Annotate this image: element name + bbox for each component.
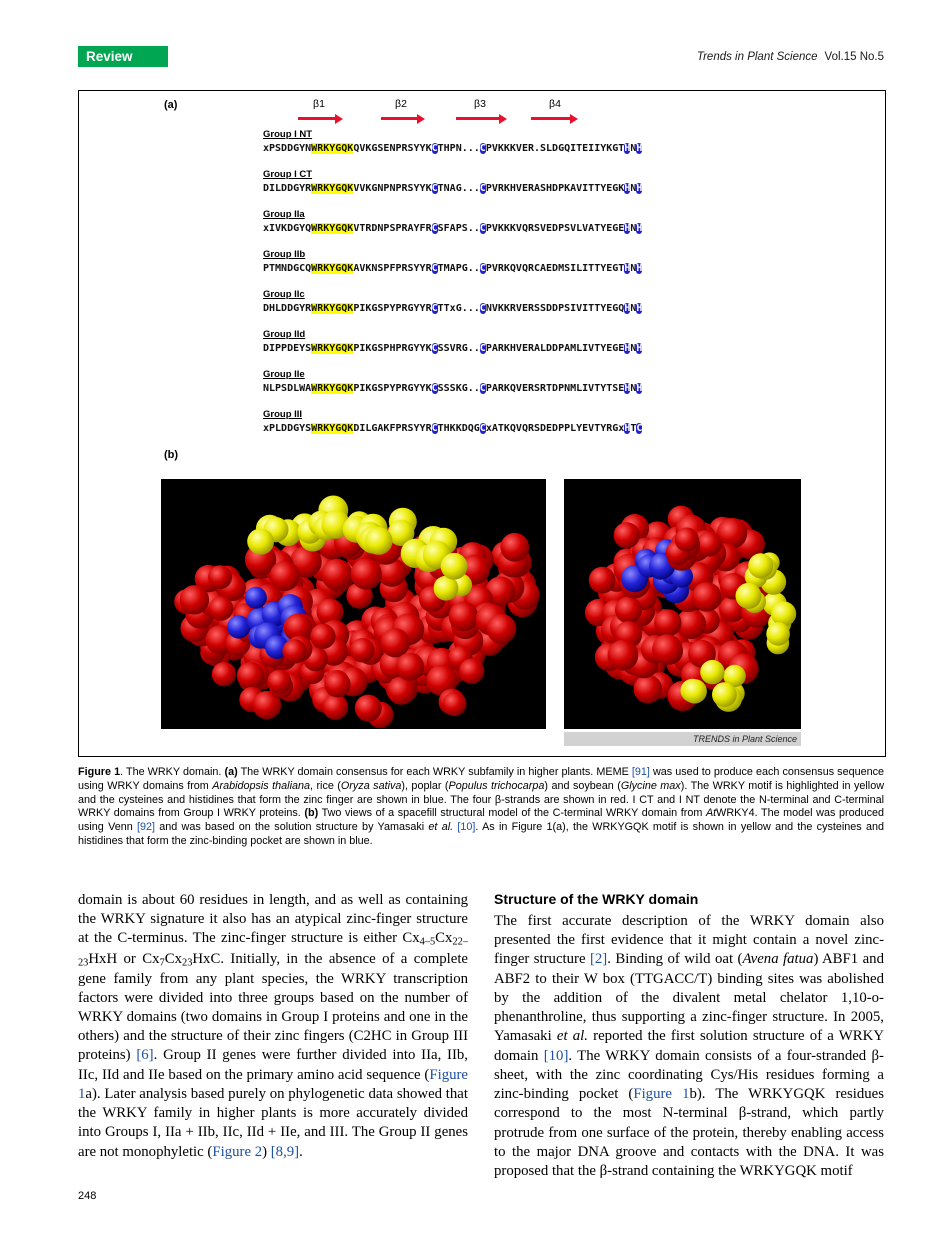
sequence-run: QVKGSENPRSYYK	[353, 143, 432, 154]
zinc-residue: C	[431, 183, 438, 194]
text-run: et al.	[556, 1028, 588, 1045]
text-run: WRKY4. The model was produced using Venn	[78, 807, 884, 834]
consensus-sequence	[263, 383, 743, 394]
spacefill-model-side-view	[161, 479, 546, 729]
text-run: Glycine max	[620, 779, 681, 792]
text-run: ), poplar (	[401, 779, 449, 792]
alignment-group	[263, 209, 743, 234]
sequence-run: T	[630, 423, 637, 434]
beta-strand-arrow-icon	[456, 117, 500, 120]
alignment-group	[263, 249, 743, 274]
figure-credit: TRENDS in Plant Science	[564, 732, 801, 746]
wrky-motif: WRKYGQK	[311, 343, 354, 354]
text-run: HxH or Cx	[88, 950, 160, 967]
zinc-residue: H	[624, 143, 631, 154]
panel-b-label: (b)	[164, 449, 179, 461]
zinc-residue: H	[636, 383, 643, 394]
sequence-run: VVKGNPNPRSYYK	[353, 183, 432, 194]
wrky-motif: WRKYGQK	[311, 263, 354, 274]
citation-link[interactable]: [92]	[136, 821, 155, 834]
zinc-residue: C	[431, 303, 438, 314]
citation-link[interactable]: [91]	[631, 766, 650, 778]
paragraph	[494, 912, 884, 1181]
zinc-residue: H	[624, 383, 631, 394]
sequence-run: xATKQVQRSDEDPPLYEVTYRGx	[485, 423, 625, 434]
sequence-run: N	[630, 183, 637, 194]
zinc-residue: C	[479, 423, 486, 434]
text-run: ). The WRKY motif is highlighted in yellow and the cysteines and histidines that form the zinc finger are shown in blue. The four β-strands are shown in red. I CT and I NT denote the N-terminal and C-terminal WRKY domains from Group I WRKY proteins.	[78, 779, 884, 820]
text-run: The WRKY domain consensus for each WRKY subfamily in higher plants. MEME	[237, 766, 632, 778]
sequence-run: SFAPS..	[437, 223, 480, 234]
text-run: reported the first solution structure of a WRKY domain	[494, 1028, 885, 1064]
citation-link[interactable]: [2]	[589, 951, 608, 968]
wrky-motif: WRKYGQK	[311, 183, 354, 194]
text-run: . As in Figure 1(a), the WRKYGQK motif is shown in yellow and the cysteines and histidines that form the zinc-binding pocket are shown in blue.	[78, 821, 884, 848]
zinc-residue: H	[636, 143, 643, 154]
citation-link[interactable]: [10]	[457, 821, 476, 834]
sequence-run: NVKKRVERSSDDPSIVITTYEGQ	[485, 303, 625, 314]
zinc-residue: H	[636, 263, 643, 274]
review-badge: Review	[78, 46, 168, 67]
sequence-run: PVRKQVQRCAEDMSILITTYEGT	[485, 263, 625, 274]
text-run: 23	[182, 957, 193, 969]
sequence-run: N	[630, 263, 637, 274]
sequence-run: PVKKKVER.SLDGQITEIIYKGT	[485, 143, 625, 154]
sequence-run: DILGAKFPRSYYR	[353, 423, 432, 434]
zinc-residue: C	[431, 383, 438, 394]
text-run: Two views of a spacefill structural model of the C-terminal WRKY domain from	[318, 807, 706, 820]
citation-link[interactable]: Figure 1	[633, 1086, 690, 1103]
sequence-run: TNAG...	[437, 183, 480, 194]
zinc-residue: H	[624, 423, 631, 434]
sequence-run: N	[630, 343, 637, 354]
body-columns	[78, 891, 884, 1181]
sequence-run: xIVKDGYQ	[263, 223, 312, 234]
citation-link[interactable]: Figure 1	[78, 1066, 468, 1102]
alignment-group	[263, 409, 743, 434]
sequence-run: xPSDDGYN	[263, 143, 312, 154]
text-run: Figure 1	[78, 766, 121, 778]
wrky-motif: WRKYGQK	[311, 303, 354, 314]
text-run: . The WRKY domain consists of a four-stranded β-sheet, with the zinc coordinating Cys/His residues forming a zinc-binding pocket (	[494, 1047, 884, 1103]
sequence-run: N	[630, 143, 637, 154]
zinc-residue: C	[479, 223, 486, 234]
sequence-run: PIKGSPYPRGYYR	[353, 303, 432, 314]
zinc-residue: H	[624, 303, 631, 314]
paragraph	[78, 891, 468, 1162]
group-label: Group IIe	[263, 369, 305, 380]
alignment-group	[263, 329, 743, 354]
beta-strand-label: β1	[313, 98, 325, 110]
zinc-residue: C	[479, 143, 486, 154]
sequence-run: AVKNSPFPRSYYR	[353, 263, 432, 274]
group-label: Group IIb	[263, 249, 306, 260]
zinc-residue: H	[636, 343, 643, 354]
zinc-residue: C	[431, 423, 438, 434]
zinc-residue: H	[636, 223, 643, 234]
text-run: )	[262, 1143, 271, 1160]
body-column-left	[78, 891, 468, 1181]
text-run: and was based on the solution structure by Yamasaki	[155, 821, 429, 834]
text-run: Oryza sativa	[340, 779, 402, 792]
group-label: Group I CT	[263, 169, 313, 180]
consensus-sequence	[263, 423, 743, 434]
sequence-run: N	[630, 303, 637, 314]
sequence-run: PIKGSPYPRGYYK	[353, 383, 432, 394]
text-run: Arabidopsis thaliana	[212, 779, 310, 792]
figure-1-box	[78, 90, 886, 757]
journal-title: Trends in Plant Science	[696, 51, 818, 63]
beta-strand-arrow-icon	[531, 117, 571, 120]
sequence-run: PARKQVERSRTDPNMLIVTYTSE	[485, 383, 625, 394]
sequence-run: NLPSDLWA	[263, 383, 312, 394]
zinc-residue: C	[431, 343, 438, 354]
sequence-run: DILDDGYR	[263, 183, 312, 194]
zinc-residue: H	[636, 303, 643, 314]
beta-strand-label: β2	[395, 98, 407, 110]
sequence-run: THKKDQG	[437, 423, 480, 434]
zinc-residue: C	[479, 183, 486, 194]
zinc-residue: C	[431, 143, 438, 154]
text-run: was used to produce each consensus sequence using WRKY domains from	[78, 766, 885, 792]
zinc-residue: H	[624, 263, 631, 274]
sequence-run: xPLDDGYS	[263, 423, 312, 434]
group-label: Group IIa	[263, 209, 305, 220]
figure-caption	[78, 766, 884, 849]
body-column-right	[494, 891, 884, 1181]
zinc-residue: H	[624, 183, 631, 194]
zinc-residue: C	[479, 343, 486, 354]
text-run: Avena fatua	[742, 951, 814, 968]
consensus-sequence	[263, 343, 743, 354]
citation-link[interactable]: Figure 2	[212, 1143, 263, 1160]
sequence-run: PVRKHVERASHDPKAVITTYEGK	[485, 183, 625, 194]
zinc-residue: C	[431, 263, 438, 274]
consensus-sequence	[263, 183, 743, 194]
sequence-run: SSSKG..	[437, 383, 480, 394]
text-run: (a)	[224, 766, 238, 778]
text-run: At	[705, 807, 717, 820]
sequence-run: TTxG...	[437, 303, 480, 314]
sequence-run: DHLDDGYR	[263, 303, 312, 314]
text-run: ) ABF1 and ABF2 to their W box (TTGACC/T) binding sites was abolished by the addition of the divalent metal chelator 1,10-o-phenanthroline, thus supporting a zinc-finger structure. In 2005, Yamasaki	[494, 951, 884, 1045]
zinc-residue: C	[431, 223, 438, 234]
text-run: , rice (	[309, 779, 341, 792]
sequence-run: TMAPG..	[437, 263, 480, 274]
text-run: . The WRKY domain.	[120, 766, 225, 778]
group-label: Group I NT	[263, 129, 313, 140]
sequence-run: THPN...	[437, 143, 480, 154]
section-heading: Structure of the WRKY domain	[494, 891, 699, 907]
text-run: . Binding of wild oat (	[607, 951, 743, 968]
zinc-residue: C	[479, 303, 486, 314]
alignment-group	[263, 169, 743, 194]
wrky-motif: WRKYGQK	[311, 143, 354, 154]
consensus-sequence	[263, 263, 743, 274]
consensus-sequence	[263, 223, 743, 234]
alignment-group	[263, 129, 743, 154]
group-label: Group IId	[263, 329, 306, 340]
beta-strand-label: β4	[549, 98, 561, 110]
text-run: The first accurate description of the WRKY domain also presented the first evidence that it might contain a novel zinc-finger structure	[494, 913, 884, 968]
zinc-residue: H	[624, 343, 631, 354]
citation-link[interactable]: [10]	[543, 1047, 569, 1064]
page-number: 248	[78, 1190, 97, 1202]
zinc-residue: H	[624, 223, 631, 234]
wrky-motif: WRKYGQK	[311, 223, 354, 234]
text-run: domain is about 60 residues in length, and as well as containing the WRKY signature it also has an atypical zinc-finger structure at the C-terminus. The zinc-finger structure is either Cx	[78, 892, 468, 947]
text-run: (b)	[304, 807, 319, 820]
sequence-run: PIKGSPHPRGYYK	[353, 343, 432, 354]
consensus-sequence	[263, 303, 743, 314]
zinc-residue: C	[479, 383, 486, 394]
beta-strand-label: β3	[474, 98, 486, 110]
sequence-run: PARKHVERALDDPAMLIVTYEGE	[485, 343, 625, 354]
text-run: et al.	[428, 821, 454, 834]
text-run: Populus trichocarpa	[448, 779, 545, 792]
text-run: b). The WRKYGQK residues correspond to the most N-terminal β-strand, which partly protrude from one surface of the protein, thereby enabling access to the major DNA groove and contacts with the DNA. It was proposed that the β-strand containing the WRKYGQK motif	[494, 1086, 884, 1180]
zinc-residue: H	[636, 183, 643, 194]
sequence-run: PTMNDGCQ	[263, 263, 312, 274]
spacefill-model-top-view	[564, 479, 801, 729]
text-run: HxC. Initially, in the absence of a complete gene family from any plant species, the WRKY transcription factors were divided into three groups based on the number of WRKY domains (two domains in Group I proteins and one in the others) and the structure of their zinc fingers (C2HC in Group III proteins)	[78, 950, 469, 1064]
text-run: 22–23	[78, 937, 468, 969]
consensus-sequence	[263, 143, 743, 154]
zinc-residue: C	[636, 423, 643, 434]
text-run: a). Later analysis based purely on phylogenetic data showed that the WRKY family in higher plants is more accurately divided into Groups I, IIa + IIb, IIc, IId + IIe, and III. The Group II genes are not monophyletic (	[78, 1085, 468, 1160]
citation-link[interactable]: [6]	[136, 1047, 154, 1064]
group-label: Group III	[263, 409, 303, 420]
sequence-run: N	[630, 223, 637, 234]
zinc-residue: C	[479, 263, 486, 274]
text-run: Cx	[435, 930, 453, 947]
group-label: Group IIc	[263, 289, 305, 300]
beta-strand-arrow-icon	[381, 117, 418, 120]
alignment-group	[263, 289, 743, 314]
sequence-run: DIPPDEYS	[263, 343, 312, 354]
panel-a-label: (a)	[164, 99, 178, 111]
wrky-motif: WRKYGQK	[311, 423, 354, 434]
sequence-run: VTRDNPSPRAYFR	[353, 223, 432, 234]
text-run: ) and soybean (	[544, 779, 621, 792]
issue-info: Vol.15 No.5	[824, 51, 884, 63]
sequence-run: PVKKKVQRSVEDPSVLVATYEGE	[485, 223, 625, 234]
beta-strand-arrow-icon	[298, 117, 336, 120]
citation-link[interactable]: [8,9]	[270, 1143, 300, 1160]
text-run: 7	[159, 957, 165, 969]
sequence-run: N	[630, 383, 637, 394]
sequence-run: SSVRG..	[437, 343, 480, 354]
text-run: Cx	[164, 950, 183, 967]
text-run: .	[299, 1143, 303, 1160]
alignment-group	[263, 369, 743, 394]
text-run: 4–5	[419, 937, 436, 949]
wrky-motif: WRKYGQK	[311, 383, 354, 394]
running-head	[697, 51, 884, 63]
text-run: . Group II genes were further divided into IIa, IIb, IIc, IId and IIe based on the primary amino acid sequence (	[78, 1047, 468, 1083]
